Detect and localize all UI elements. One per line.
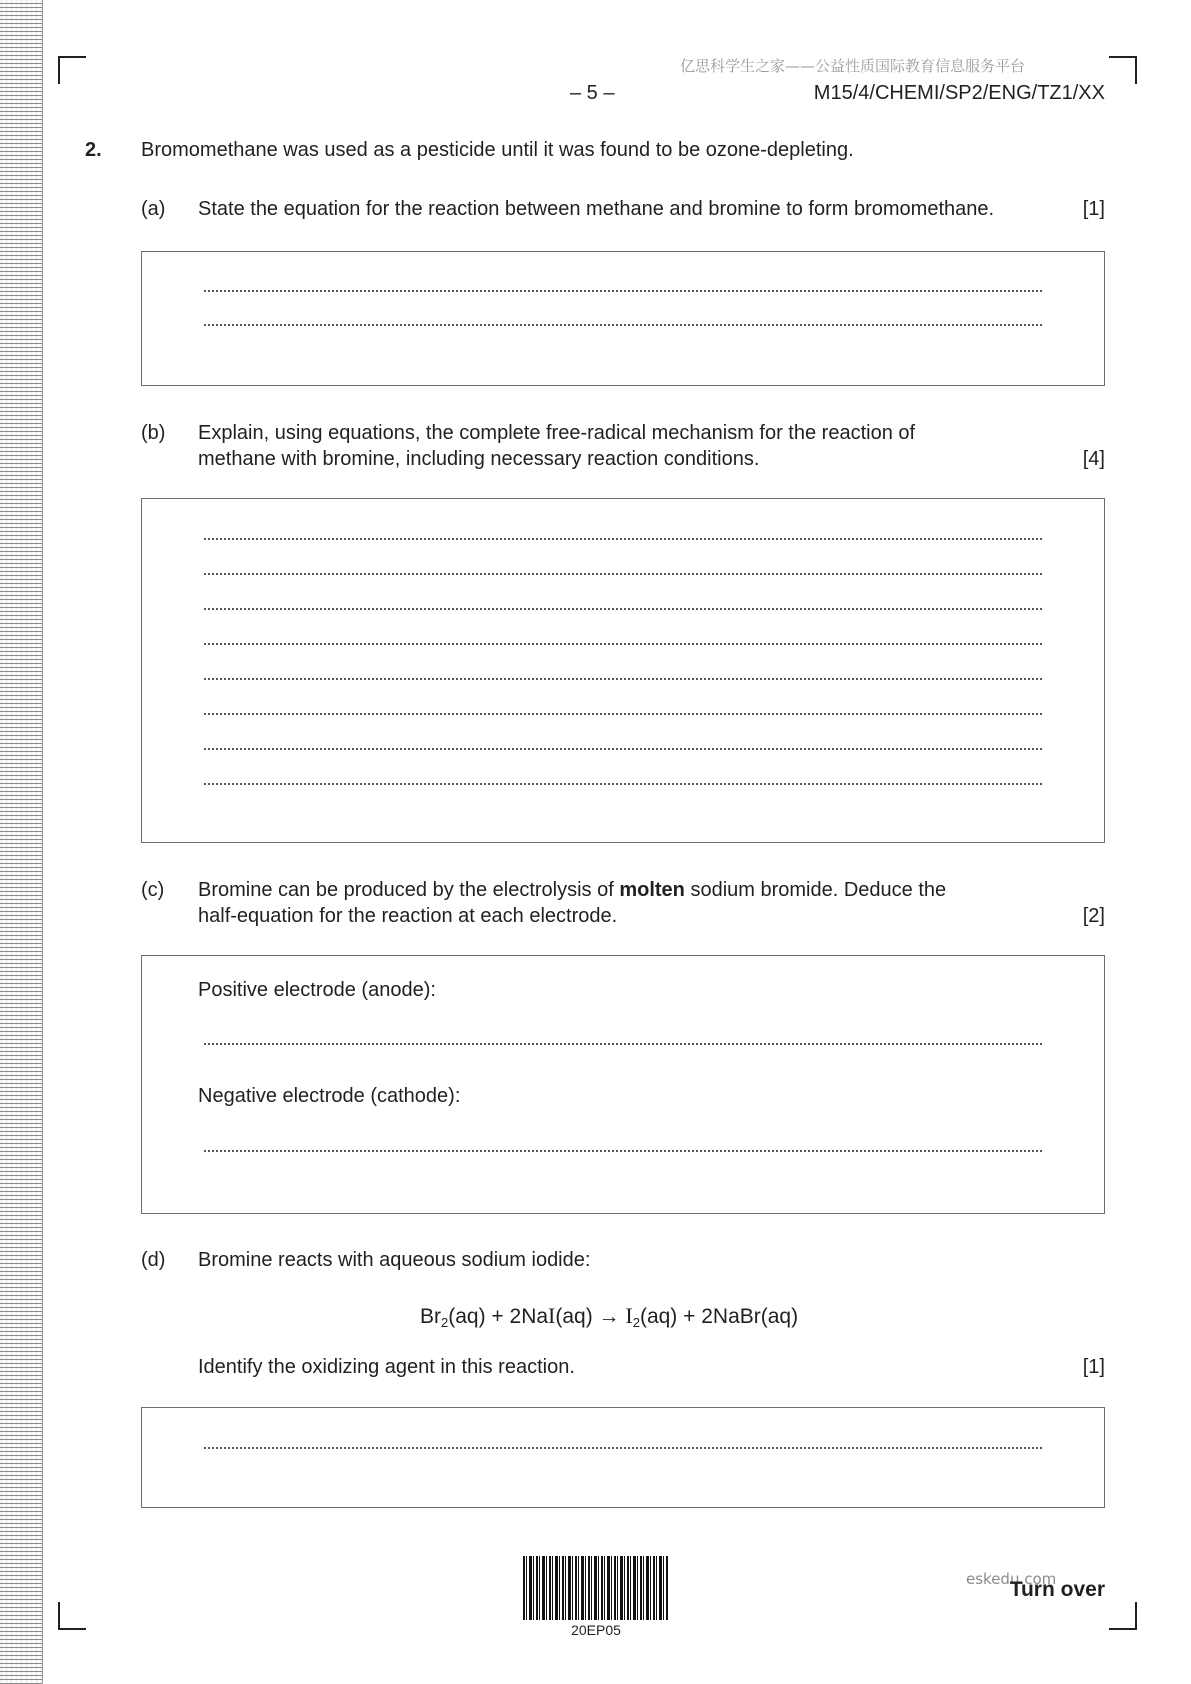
part-c-label: (c) [141, 879, 165, 901]
cathode-label: Negative electrode (cathode): [198, 1085, 461, 1107]
crop-mark-top-right [1109, 56, 1137, 84]
question-number: 2. [85, 139, 102, 161]
part-a-label: (a) [141, 198, 166, 220]
anode-answer-line[interactable] [204, 1043, 1042, 1045]
answer-line[interactable] [204, 783, 1042, 785]
part-d-label: (d) [141, 1249, 166, 1271]
answer-line[interactable] [204, 643, 1042, 645]
part-d-prompt: Bromine reacts with aqueous sodium iodide: [198, 1249, 591, 1271]
part-b-prompt-line1: Explain, using equations, the complete free-radical mechanism for the reaction of [198, 422, 916, 444]
cathode-answer-line[interactable] [204, 1150, 1042, 1152]
answer-line[interactable] [204, 324, 1042, 326]
crop-mark-top-left [58, 56, 86, 84]
part-c-marks: [2] [1082, 905, 1105, 927]
part-d-marks: [1] [1082, 1356, 1105, 1378]
page-number: – 5 – [570, 82, 615, 104]
part-a-prompt: State the equation for the reaction between methane and bromine to form bromomethane. [198, 198, 995, 220]
part-c-prompt-line2: half-equation for the reaction at each electrode. [198, 905, 618, 927]
part-b-label: (b) [141, 422, 166, 444]
answer-line[interactable] [204, 608, 1042, 610]
answer-line[interactable] [204, 713, 1042, 715]
part-b-marks: [4] [1082, 448, 1105, 470]
anode-label: Positive electrode (anode): [198, 979, 436, 1001]
answer-line[interactable] [204, 1447, 1042, 1449]
answer-line[interactable] [204, 538, 1042, 540]
crop-mark-bottom-right [1109, 1602, 1137, 1630]
part-c-prompt-line1: Bromine can be produced by the electrolysis of molten sodium bromide. Deduce the [198, 879, 947, 901]
answer-line[interactable] [204, 573, 1042, 575]
header-watermark: 亿思科学生之家——公益性质国际教育信息服务平台 [680, 57, 1026, 75]
binding-strip [0, 0, 43, 1684]
paper-code: M15/4/CHEMI/SP2/ENG/TZ1/XX [813, 82, 1105, 104]
footer-watermark: eskedu.com [966, 1570, 1057, 1588]
answer-line[interactable] [204, 678, 1042, 680]
part-d-instruction: Identify the oxidizing agent in this reaction. [198, 1356, 575, 1378]
part-b-answer-box[interactable] [141, 498, 1105, 843]
crop-mark-bottom-left [58, 1602, 86, 1630]
part-b-prompt-line2: methane with bromine, including necessary reaction conditions. [198, 448, 760, 470]
part-a-marks: [1] [1082, 198, 1105, 220]
turn-over-label: Turn over [1009, 1578, 1105, 1601]
question-stem: Bromomethane was used as a pesticide until it was found to be ozone-depleting. [141, 139, 854, 161]
barcode [523, 1556, 669, 1620]
emphasis-molten: molten [619, 879, 685, 901]
answer-line[interactable] [204, 290, 1042, 292]
part-d-answer-box[interactable] [141, 1407, 1105, 1508]
barcode-text: 20EP05 [571, 1622, 621, 1638]
part-a-answer-box[interactable] [141, 251, 1105, 386]
reaction-equation: $Br_2(aq) + 2NaI(aq) \to I_2(aq)$ + 2NaBr(aq) [420, 1303, 799, 1330]
answer-line[interactable] [204, 748, 1042, 750]
